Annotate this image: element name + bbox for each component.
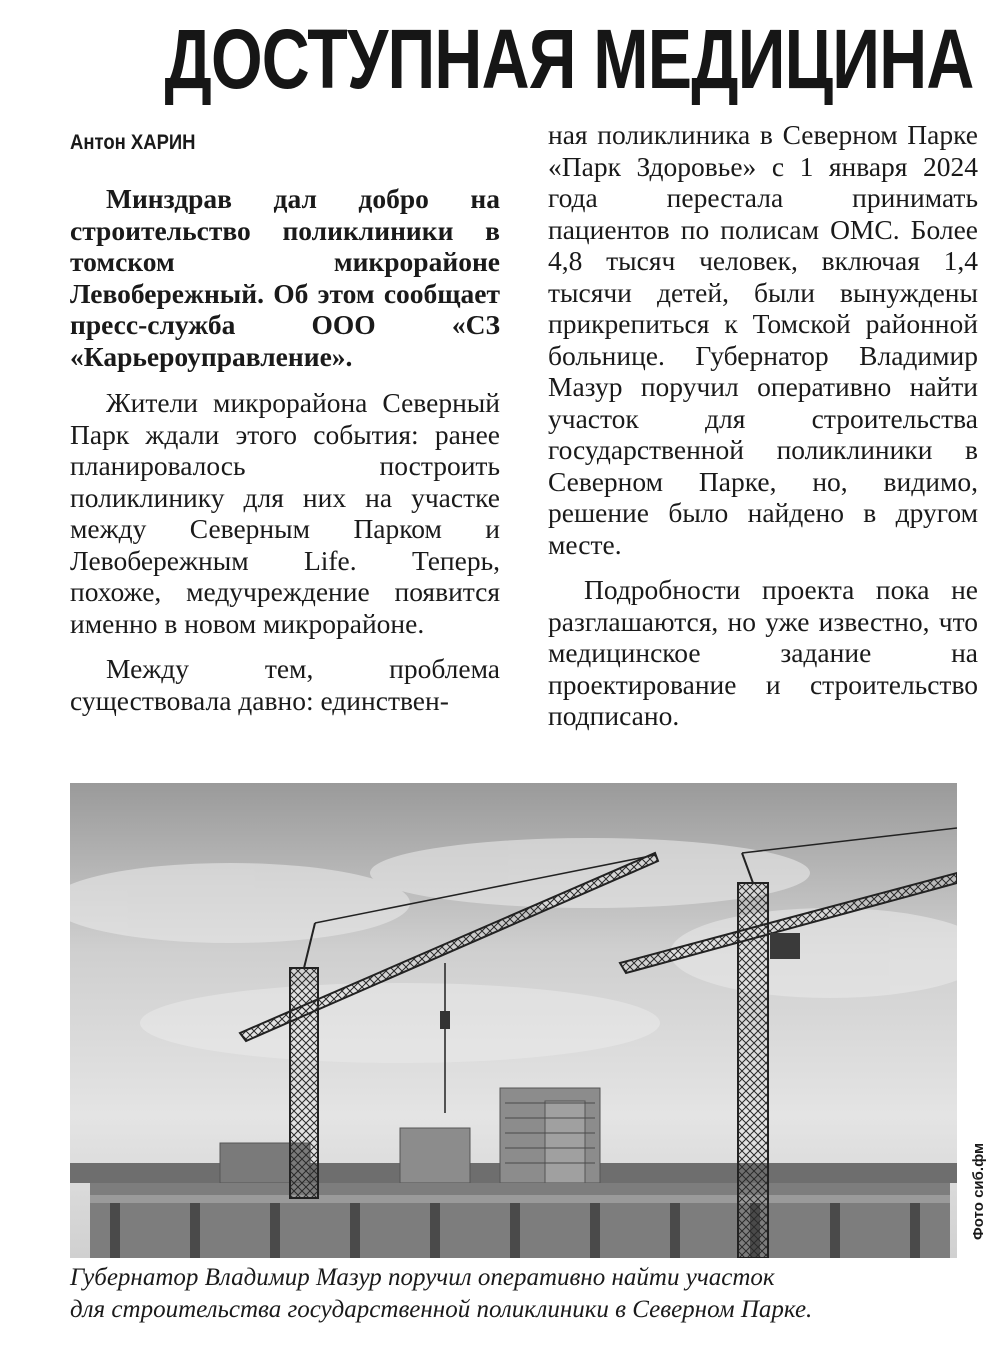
caption-line: Губернатор Владимир Мазур поручил оперативно найти участок <box>70 1264 775 1291</box>
body-paragraph: Подробности проекта пока не разглашаются, но уже известно, что медицинское задание на проектирование и строительство подписано. <box>548 574 978 731</box>
body-paragraph: Жители микрорайона Северный Парк ждали этого события: ранее планировалось построить поликлинику для них на участке между Северным Парком и Левобережным Life. Теперь, похоже, медучреждение появится именно в новом микрорайоне. <box>70 387 500 639</box>
caption-line: для строительства государственной поликлиники в Северном Парке. <box>70 1296 813 1323</box>
construction-photo <box>70 783 957 1258</box>
author-byline: Антон ХАРИН <box>70 131 196 154</box>
photo-credit: Фото сиб.фм <box>970 1142 987 1240</box>
body-paragraph: ная поликлиника в Северном Парке «Парк Здоровье» с 1 января 2024 года перестала принимать пациентов по полисам ОМС. Более 4,8 тысяч человек, включая 1,4 тысячи детей, были вынуждены прикрепиться к Томской районной больнице. Губернатор Владимир Мазур поручил оперативно найти участок для строительства государственной поликлиники в Северном Парке, но, видимо, решение было найдено в другом месте. <box>548 119 978 560</box>
slab <box>90 1195 950 1203</box>
photo-caption <box>70 1262 970 1326</box>
left-column <box>70 183 500 716</box>
headline: ДОСТУПНАЯ МЕДИЦИНА <box>164 12 974 106</box>
right-column <box>548 119 978 732</box>
lead-paragraph: Минздрав дал добро на строительство поликлиники в томском микрорайоне Левобережный. Об этом сообщает пресс-служба ООО «СЗ «Карьероуправление». <box>70 183 500 372</box>
body-paragraph: Между тем, проблема существовала давно: единствен- <box>70 653 500 716</box>
